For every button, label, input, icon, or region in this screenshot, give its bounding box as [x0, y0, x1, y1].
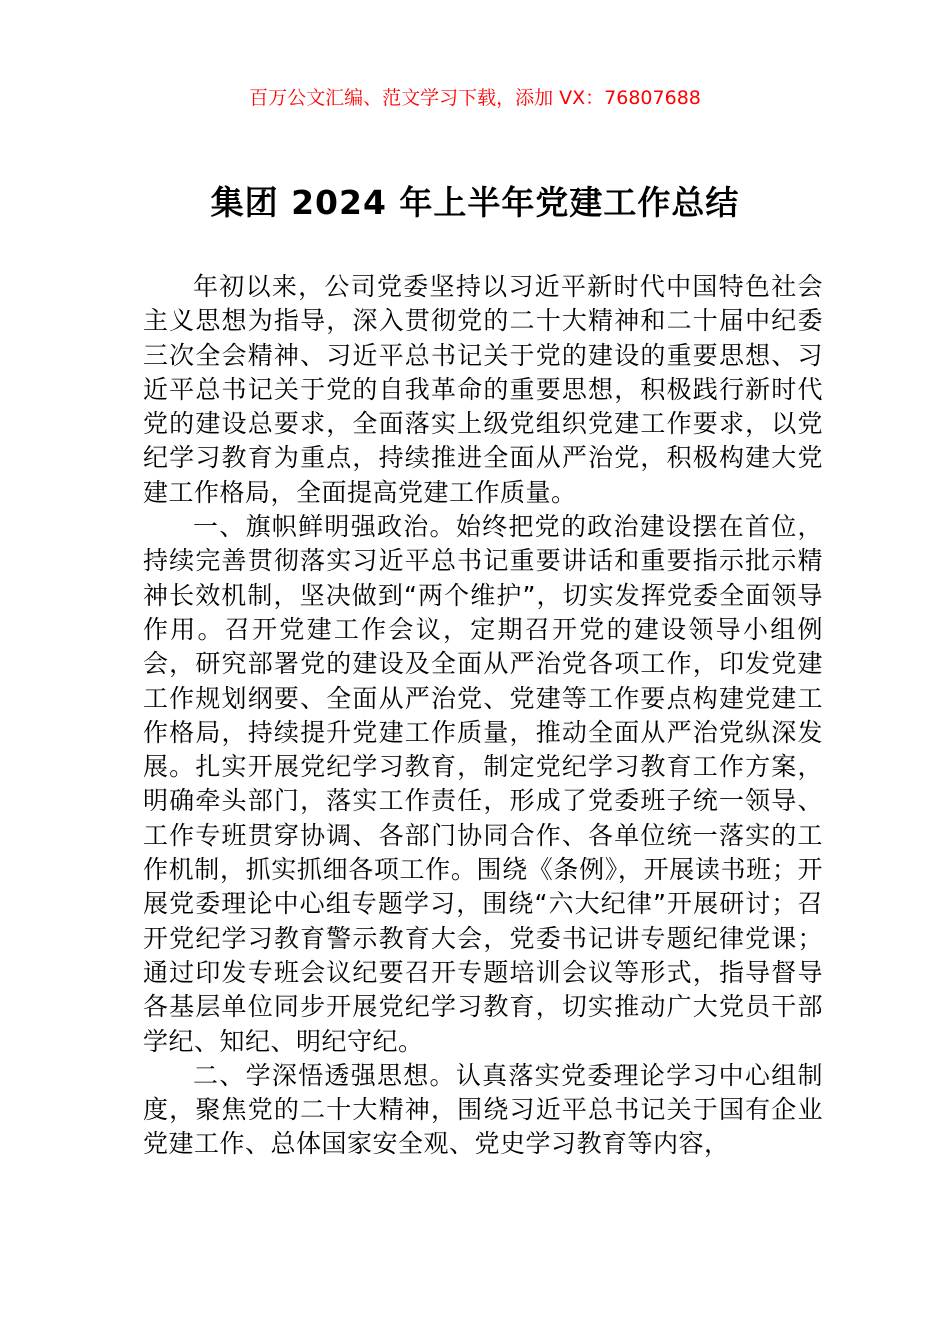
header-banner: 百万公文汇编、范文学习下载，添加 VX：76807688 [249, 87, 701, 109]
paragraph-intro: 年初以来，公司党委坚持以习近平新时代中国特色社会主义思想为指导，深入贯彻党的二十大精神和二十届中纪委三次全会精神、习近平总书记关于党的建设的重要思想、习近平总书记关于党的自我革命的重要思想，积极践行新时代党的建设总要求，全面落实上级党组织党建工作要求，以党纪学习教育为重点，持续推进全面从严治党，积极构建大党建工作格局，全面提高党建工作质量。 [143, 272, 823, 507]
paragraph-section-2: 二、学深悟透强思想。认真落实党委理论学习中心组制度，聚焦党的二十大精神，围绕习近平总书记关于国有企业党建工作、总体国家安全观、党史学习教育等内容， [143, 1060, 823, 1159]
document-title: 集团 2024 年上半年党建工作总结 [210, 183, 740, 222]
document-body [143, 270, 823, 1162]
paragraph-section-1: 一、旗帜鲜明强政治。始终把党的政治建设摆在首位，持续完善贯彻落实习近平总书记重要讲话和重要指示批示精神长效机制，坚决做到“两个维护”，切实发挥党委全面领导作用。召开党建工作会议，定期召开党的建设领导小组例会，研究部署党的建设及全面从严治党各项工作，印发党建工作规划纲要、全面从严治党、党建等工作要点构建党建工作格局，持续提升党建工作质量，推动全面从严治党纵深发展。扎实开展党纪学习教育，制定党纪学习教育工作方案，明确牵头部门，落实工作责任，形成了党委班子统一领导、工作专班贯穿协调、各部门协同合作、各单位统一落实的工作机制，抓实抓细各项工作。围绕《条例》，开展读书班；开展党委理论中心组专题学习，围绕“六大纪律”开展研讨；召开党纪学习教育警示教育大会，党委书记讲专题纪律党课；通过印发专班会议纪要召开专题培训会议等形式，指导督导各基层单位同步开展党纪学习教育，切实推动广大党员干部学纪、知纪、明纪守纪。 [143, 512, 823, 1056]
